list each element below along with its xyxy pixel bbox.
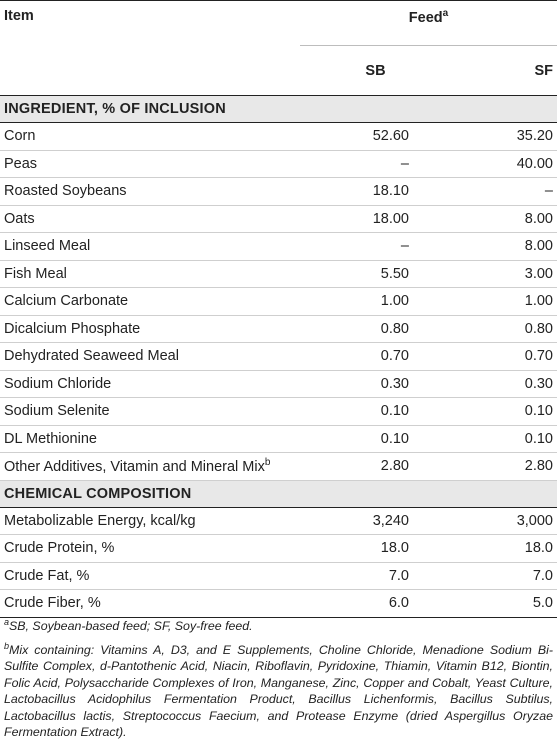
item-column-header: Item [0, 1, 300, 46]
footnote-a-text: SB, Soybean-based feed; SF, Soy-free feed. [9, 619, 253, 634]
sf-column-header: SF [411, 46, 557, 96]
item-name: Dicalcium Phosphate [4, 320, 141, 337]
sb-value-cell: 6.0 [300, 590, 411, 618]
item-name: Peas [4, 155, 38, 172]
sb-value-cell: 0.30 [300, 370, 411, 398]
item-cell [0, 233, 300, 261]
item-cell [0, 398, 300, 426]
sf-value-cell: 8.00 [411, 233, 557, 261]
sf-value-cell: 40.00 [411, 150, 557, 178]
item-footnote-mark: b [264, 457, 271, 469]
sf-value-cell: 0.70 [411, 343, 557, 371]
sf-value-cell: 1.00 [411, 288, 557, 316]
item-name: Fish Meal [4, 265, 67, 282]
sb-value-cell: 18.00 [300, 205, 411, 233]
table-row [0, 150, 557, 178]
item-name: Crude Fiber, % [4, 595, 101, 612]
sb-value-cell: 18.0 [300, 535, 411, 563]
sf-value-cell: 5.0 [411, 590, 557, 618]
sf-value-cell: 18.0 [411, 535, 557, 563]
item-name: Other Additives, Vitamin and Mineral Mix [4, 459, 265, 476]
item-cell [0, 535, 300, 563]
footnote-b-mark: b [4, 640, 10, 651]
item-cell [0, 453, 300, 481]
item-name: Crude Fat, % [4, 567, 90, 584]
item-cell [0, 370, 300, 398]
sb-value-cell: 3,240 [300, 507, 411, 535]
sb-value-cell: 1.00 [300, 288, 411, 316]
sb-value-cell: 52.60 [300, 123, 411, 151]
item-cell [0, 315, 300, 343]
feed-footnote-mark: a [442, 8, 449, 19]
footnote-b [4, 638, 553, 741]
item-cell [0, 123, 300, 151]
sb-value-cell: 0.80 [300, 315, 411, 343]
item-name: Metabolizable Energy, kcal/kg [4, 512, 196, 529]
sf-value-cell: 0.30 [411, 370, 557, 398]
item-name: Sodium Selenite [4, 403, 110, 420]
table-row [0, 507, 557, 535]
item-cell [0, 590, 300, 618]
item-name: Linseed Meal [4, 238, 91, 255]
table-row [0, 315, 557, 343]
table-row [0, 260, 557, 288]
table-row [0, 343, 557, 371]
table-row [0, 233, 557, 261]
item-name: Crude Protein, % [4, 540, 115, 557]
sf-value-cell: 7.0 [411, 562, 557, 590]
sb-value-cell: 0.10 [300, 398, 411, 426]
sb-value-cell: 18.10 [300, 178, 411, 206]
section-title: CHEMICAL COMPOSITION [0, 480, 557, 507]
item-cell [0, 343, 300, 371]
item-name: Calcium Carbonate [4, 293, 129, 310]
item-name: Roasted Soybeans [4, 183, 127, 200]
item-name: Sodium Chloride [4, 375, 112, 392]
sb-value-cell: 0.70 [300, 343, 411, 371]
table-row [0, 370, 557, 398]
sb-value-cell: – [300, 233, 411, 261]
sf-value-cell: 0.80 [411, 315, 557, 343]
section-header-row [0, 480, 557, 507]
sf-value-cell: 35.20 [411, 123, 557, 151]
sf-value-cell: 2.80 [411, 453, 557, 481]
sb-column-header: SB [300, 46, 411, 96]
sf-value-cell: 0.10 [411, 398, 557, 426]
table-row [0, 590, 557, 618]
item-name: Corn [4, 128, 36, 145]
item-cell [0, 150, 300, 178]
table-row [0, 123, 557, 151]
sb-value-cell: 7.0 [300, 562, 411, 590]
footnote-b-text: Mix containing: Vitamins A, D3, and E Supplements, Choline Chloride, Menadione Sodium Bi-Sulfite Complex, d-Pantothenic Acid, Niacin, Riboflavin, Pyridoxine, Thiamin, Vitamin B12, Biontin, Folic Acid, Polysaccharide Complexes of Iron, Manganese, Zinc, Copper and Cobalt, Yeast Culture, Lactobacillus Acidophilus Fermentation Product, Bacillus Lichenformis, Bacillus Subtilus, Lactobacillus lactis, Streptococcus Faecium, and Protease Enzyme (dried Aspergillus Oryzae Fermentation Extract). [4, 642, 553, 740]
table-row [0, 425, 557, 453]
table-row [0, 288, 557, 316]
item-name: DL Methionine [4, 430, 97, 447]
sf-value-cell: 3.00 [411, 260, 557, 288]
feed-column-header [300, 1, 557, 46]
item-cell [0, 260, 300, 288]
footnote-a-mark: a [4, 617, 10, 627]
section-header-row [0, 96, 557, 123]
item-cell [0, 178, 300, 206]
sf-value-cell: 8.00 [411, 205, 557, 233]
sb-value-cell: 5.50 [300, 260, 411, 288]
feed-label: Feed [408, 9, 443, 26]
footnote-a [4, 614, 553, 635]
item-cell [0, 205, 300, 233]
table-footnotes [4, 614, 553, 741]
subheader-blank-cell [0, 46, 300, 96]
sf-value-cell: – [411, 178, 557, 206]
table-subheader-row [0, 46, 557, 96]
item-cell [0, 425, 300, 453]
sb-value-cell: 2.80 [300, 453, 411, 481]
item-cell [0, 562, 300, 590]
table-row [0, 535, 557, 563]
section-title: INGREDIENT, % OF INCLUSION [0, 96, 557, 123]
table-row [0, 562, 557, 590]
table-row [0, 205, 557, 233]
item-cell [0, 507, 300, 535]
table-row [0, 453, 557, 481]
sf-value-cell: 3,000 [411, 507, 557, 535]
item-name: Oats [4, 210, 35, 227]
item-cell [0, 288, 300, 316]
table-row [0, 398, 557, 426]
sf-value-cell: 0.10 [411, 425, 557, 453]
table-row [0, 178, 557, 206]
sb-value-cell: 0.10 [300, 425, 411, 453]
item-name: Dehydrated Seaweed Meal [4, 348, 179, 365]
sb-value-cell: – [300, 150, 411, 178]
table-header-row [0, 1, 557, 46]
